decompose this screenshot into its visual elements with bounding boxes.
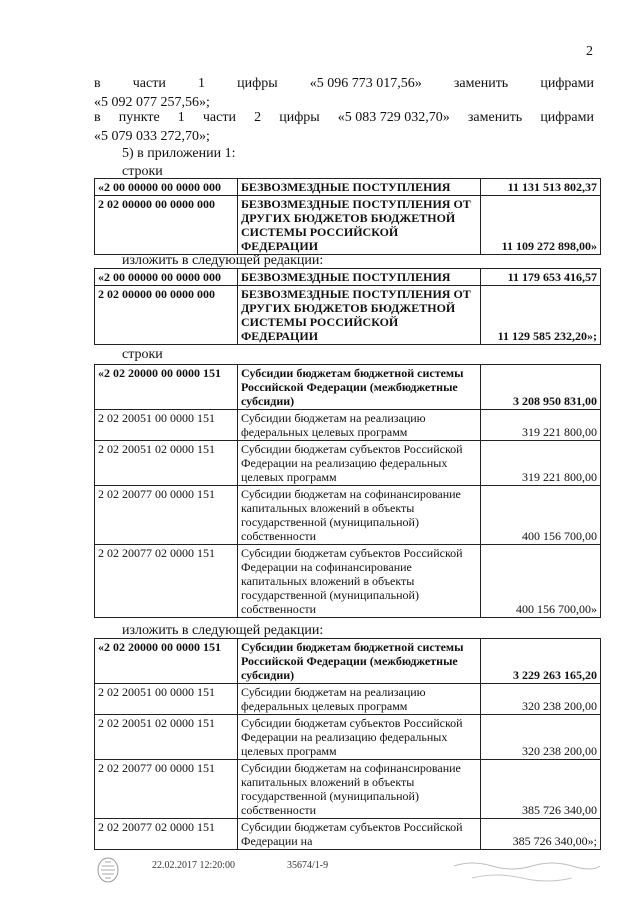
table-row [95, 269, 601, 286]
cell-name: Субсидии бюджетам субъектов Российской Федерации на реализацию федеральных целевых программ [238, 715, 481, 760]
page-number: 2 [586, 44, 593, 59]
table-row [95, 819, 601, 850]
department-stamp-icon [452, 858, 602, 882]
cell-amount: 3 208 950 831,00 [481, 365, 601, 410]
cell-name: Субсидии бюджетам субъектов Российской Федерации на [238, 819, 481, 850]
footer-doc-number: 35674/1-9 [287, 860, 329, 871]
footer-datetime: 22.02.2017 12:20:00 [152, 860, 236, 871]
cell-code: 2 02 20077 00 0000 151 [95, 486, 238, 545]
word: 1 [198, 76, 205, 91]
cell-code: 2 02 20077 00 0000 151 [95, 760, 238, 819]
registration-stamp-icon [96, 856, 120, 884]
paragraph-part-1 [94, 74, 594, 112]
cell-amount: 319 221 800,00 [481, 441, 601, 486]
table-row [95, 684, 601, 715]
table-row [95, 179, 601, 196]
cell-code: «2 02 20000 00 0000 151 [95, 365, 238, 410]
cell-amount: 400 156 700,00» [481, 545, 601, 618]
cell-amount: 385 726 340,00»; [481, 819, 601, 850]
word: цифры [237, 76, 278, 91]
table-row [95, 286, 601, 345]
para1-line1 [94, 74, 594, 93]
cell-name: Субсидии бюджетам на реализацию федеральных целевых программ [238, 410, 481, 441]
cell-amount: 320 238 200,00 [481, 684, 601, 715]
cell-code: 2 02 20051 02 0000 151 [95, 715, 238, 760]
cell-code: «2 02 20000 00 0000 151 [95, 639, 238, 684]
word: части [132, 76, 166, 91]
table-row [95, 545, 601, 618]
para2-line1 [94, 108, 594, 127]
table-row [95, 441, 601, 486]
caption-replace-2: изложить в следующей редакции: [122, 623, 324, 638]
word: «5 096 773 017,56» [309, 76, 422, 91]
table-new-subsidies [94, 638, 601, 850]
word: 2 [254, 110, 262, 125]
table-row [95, 760, 601, 819]
table-row [95, 196, 601, 255]
cell-name: Субсидии бюджетам на реализацию федеральных целевых программ [238, 684, 481, 715]
cell-name: Субсидии бюджетам на софинансирование капитальных вложений в объекты государственной (муниципальной) собственности [238, 760, 481, 819]
cell-code: 2 02 00000 00 0000 000 [95, 286, 238, 345]
word: заменить [453, 76, 509, 91]
table-row [95, 365, 601, 410]
cell-name: БЕЗВОЗМЕЗДНЫЕ ПОСТУПЛЕНИЯ [238, 269, 481, 286]
cell-amount: 11 109 272 898,00» [481, 196, 601, 255]
cell-name: БЕЗВОЗМЕЗДНЫЕ ПОСТУПЛЕНИЯ ОТ ДРУГИХ БЮДЖЕТОВ БЮДЖЕТНОЙ СИСТЕМЫ РОССИЙСКОЙ ФЕДЕРАЦИИ [238, 286, 481, 345]
table-old-totals [94, 178, 601, 255]
table-row [95, 639, 601, 684]
word: части [202, 110, 236, 125]
word: в [94, 76, 101, 91]
cell-name: Субсидии бюджетам бюджетной системы Российской Федерации (межбюджетные субсидии) [238, 639, 481, 684]
cell-amount: 11 129 585 232,20»; [481, 286, 601, 345]
cell-name: Субсидии бюджетам на софинансирование капитальных вложений в объекты государственной (муниципальной) собственности [238, 486, 481, 545]
cell-name: БЕЗВОЗМЕЗДНЫЕ ПОСТУПЛЕНИЯ ОТ ДРУГИХ БЮДЖЕТОВ БЮДЖЕТНОЙ СИСТЕМЫ РОССИЙСКОЙ ФЕДЕРАЦИИ [238, 196, 481, 255]
appendix-line: 5) в приложении 1: [122, 146, 236, 161]
cell-code: 2 02 20051 00 0000 151 [95, 684, 238, 715]
table-old-subsidies [94, 364, 601, 618]
cell-amount: 320 238 200,00 [481, 715, 601, 760]
cell-amount: 11 179 653 416,57 [481, 269, 601, 286]
cell-code: «2 00 00000 00 0000 000 [95, 269, 238, 286]
cell-name: БЕЗВОЗМЕЗДНЫЕ ПОСТУПЛЕНИЯ [238, 179, 481, 196]
caption-rows-1: строки [122, 164, 163, 179]
cell-code: 2 02 00000 00 0000 000 [95, 196, 238, 255]
paragraph-part-2 [94, 108, 594, 146]
caption-rows-2: строки [122, 347, 163, 362]
word: в [94, 110, 101, 125]
word: цифрами [540, 110, 594, 125]
cell-amount: 319 221 800,00 [481, 410, 601, 441]
table-row [95, 486, 601, 545]
cell-code: 2 02 20077 02 0000 151 [95, 819, 238, 850]
cell-code: 2 02 20051 00 0000 151 [95, 410, 238, 441]
cell-amount: 400 156 700,00 [481, 486, 601, 545]
word: заменить [467, 110, 523, 125]
word: цифрами [540, 76, 594, 91]
cell-name: Субсидии бюджетам субъектов Российской Федерации на софинансирование капитальных вложений в объекты государственной (муниципальной) собственности [238, 545, 481, 618]
table-new-totals [94, 268, 601, 345]
cell-amount: 3 229 263 165,20 [481, 639, 601, 684]
cell-code: 2 02 20051 02 0000 151 [95, 441, 238, 486]
word: пункте [118, 110, 160, 125]
table-row [95, 410, 601, 441]
para1-line2: «5 092 077 257,56»; [94, 95, 210, 110]
cell-name: Субсидии бюджетам бюджетной системы Российской Федерации (межбюджетные субсидии) [238, 365, 481, 410]
caption-replace-1: изложить в следующей редакции: [122, 253, 324, 268]
word: 1 [177, 110, 185, 125]
word: цифры [279, 110, 320, 125]
para2-line2: «5 079 033 272,70»; [94, 129, 210, 144]
cell-name: Субсидии бюджетам субъектов Российской Федерации на реализацию федеральных целевых программ [238, 441, 481, 486]
table-row [95, 715, 601, 760]
cell-amount: 385 726 340,00 [481, 760, 601, 819]
cell-amount: 11 131 513 802,37 [481, 179, 601, 196]
word: «5 083 729 032,70» [337, 110, 450, 125]
cell-code: «2 00 00000 00 0000 000 [95, 179, 238, 196]
cell-code: 2 02 20077 02 0000 151 [95, 545, 238, 618]
